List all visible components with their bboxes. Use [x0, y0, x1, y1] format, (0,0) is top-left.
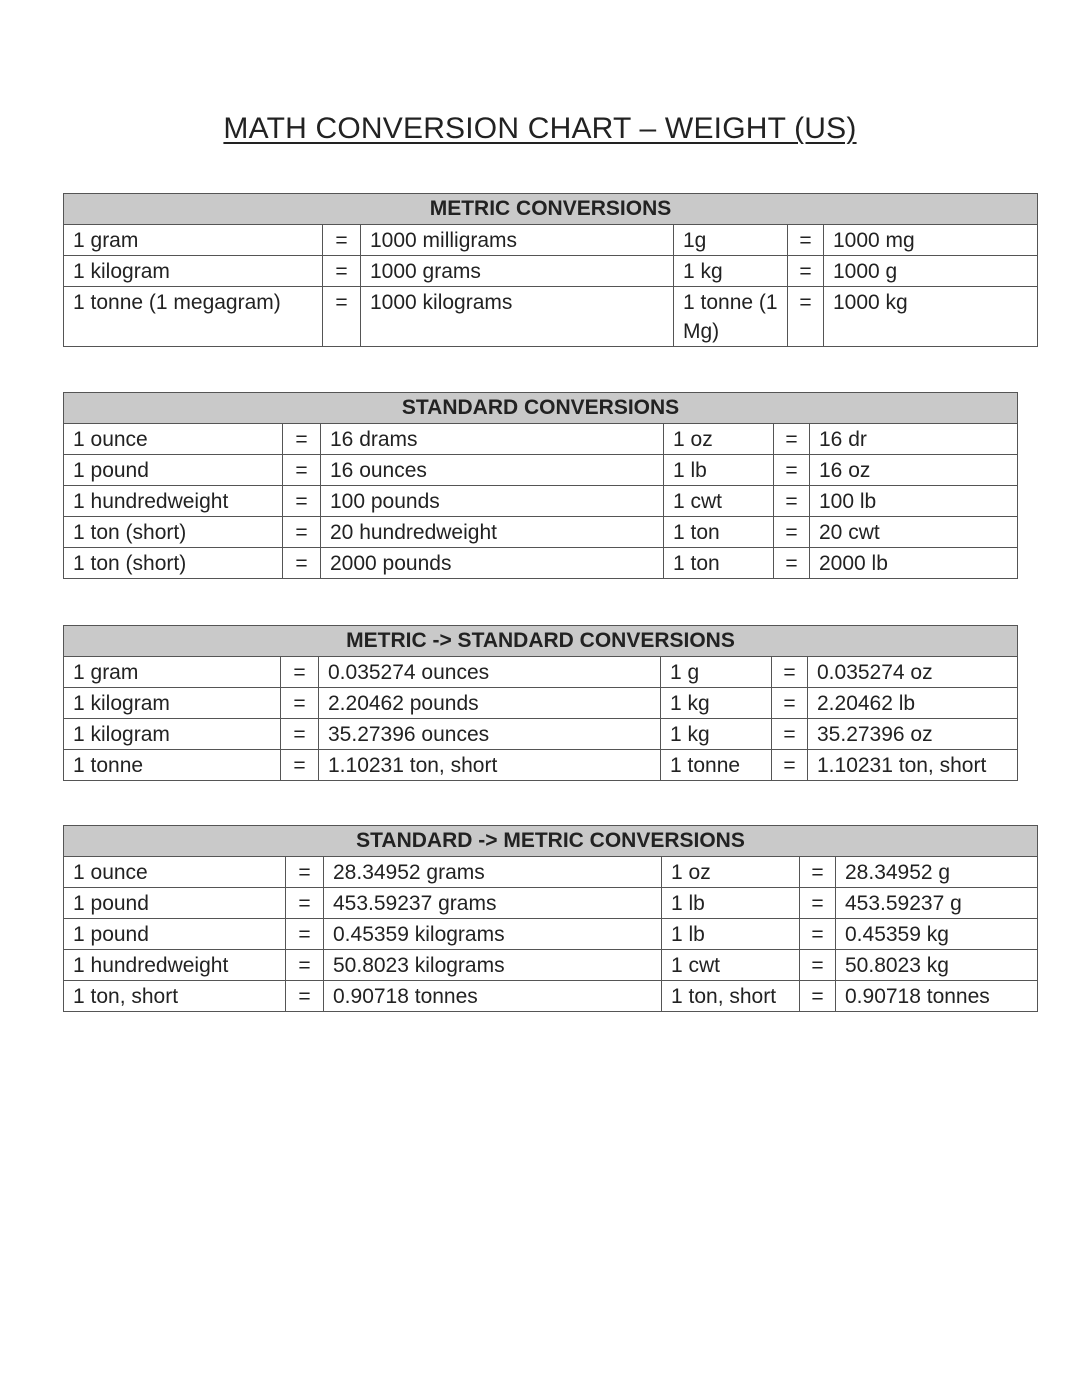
unit-name: 1 pound — [64, 455, 283, 486]
unit-abbrev: 1 tonne — [661, 750, 772, 781]
equals-sign: = — [281, 750, 319, 781]
equals-sign: = — [283, 486, 321, 517]
unit-name: 1 gram — [64, 225, 323, 256]
equals-sign: = — [774, 455, 810, 486]
table-heading: STANDARD CONVERSIONS — [64, 393, 1018, 424]
table-row — [64, 455, 1018, 486]
standard-conversions-table — [63, 392, 1018, 579]
equivalent-value: 20 hundredweight — [321, 517, 664, 548]
equals-sign: = — [788, 225, 824, 256]
equivalent-abbrev: 1000 kg — [824, 287, 1038, 347]
table-row — [64, 517, 1018, 548]
equals-sign: = — [286, 919, 324, 950]
equals-sign: = — [774, 486, 810, 517]
unit-name: 1 ton (short) — [64, 517, 283, 548]
equivalent-value: 1.10231 ton, short — [319, 750, 661, 781]
equivalent-value: 0.035274 ounces — [319, 657, 661, 688]
unit-name: 1 kilogram — [64, 719, 281, 750]
equals-sign: = — [800, 950, 836, 981]
table-row — [64, 688, 1018, 719]
equivalent-abbrev: 2000 lb — [810, 548, 1018, 579]
unit-name: 1 ton, short — [64, 981, 286, 1012]
equals-sign: = — [772, 657, 808, 688]
table-row — [64, 719, 1018, 750]
table-row — [64, 287, 1038, 347]
equivalent-abbrev: 35.27396 oz — [808, 719, 1018, 750]
table-row — [64, 486, 1018, 517]
equivalent-abbrev: 1000 mg — [824, 225, 1038, 256]
table-row — [64, 857, 1038, 888]
equals-sign: = — [323, 287, 361, 347]
unit-name: 1 gram — [64, 657, 281, 688]
equivalent-value: 1000 grams — [361, 256, 674, 287]
equals-sign: = — [788, 287, 824, 347]
table-row — [64, 888, 1038, 919]
unit-name: 1 kilogram — [64, 688, 281, 719]
unit-abbrev: 1 kg — [674, 256, 788, 287]
unit-abbrev: 1 oz — [662, 857, 800, 888]
unit-abbrev: 1 g — [661, 657, 772, 688]
unit-name: 1 ton (short) — [64, 548, 283, 579]
equals-sign: = — [772, 750, 808, 781]
equals-sign: = — [283, 548, 321, 579]
equivalent-value: 453.59237 grams — [324, 888, 662, 919]
equivalent-abbrev: 453.59237 g — [836, 888, 1038, 919]
equals-sign: = — [774, 424, 810, 455]
standard-to-metric-table — [63, 825, 1038, 1012]
equivalent-value: 2.20462 pounds — [319, 688, 661, 719]
equivalent-value: 2000 pounds — [321, 548, 664, 579]
table-row — [64, 256, 1038, 287]
equals-sign: = — [286, 981, 324, 1012]
equivalent-abbrev: 50.8023 kg — [836, 950, 1038, 981]
equivalent-value: 100 pounds — [321, 486, 664, 517]
equals-sign: = — [286, 857, 324, 888]
unit-name: 1 hundredweight — [64, 486, 283, 517]
unit-name: 1 hundredweight — [64, 950, 286, 981]
equivalent-abbrev: 2.20462 lb — [808, 688, 1018, 719]
equals-sign: = — [281, 719, 319, 750]
equals-sign: = — [800, 981, 836, 1012]
table-row — [64, 950, 1038, 981]
table-row — [64, 657, 1018, 688]
metric-conversions-table — [63, 193, 1038, 347]
equivalent-abbrev: 0.45359 kg — [836, 919, 1038, 950]
table-row — [64, 548, 1018, 579]
equivalent-value: 0.45359 kilograms — [324, 919, 662, 950]
unit-abbrev: 1 ton — [664, 517, 774, 548]
table-heading: STANDARD -> METRIC CONVERSIONS — [64, 826, 1038, 857]
equivalent-value: 35.27396 ounces — [319, 719, 661, 750]
equals-sign: = — [281, 688, 319, 719]
unit-abbrev: 1 cwt — [662, 950, 800, 981]
equals-sign: = — [800, 857, 836, 888]
unit-abbrev: 1 tonne (1 Mg) — [674, 287, 788, 347]
document-title: MATH CONVERSION CHART – WEIGHT (US) — [223, 112, 857, 145]
equivalent-value: 16 ounces — [321, 455, 664, 486]
equals-sign: = — [283, 517, 321, 548]
equivalent-value: 1000 milligrams — [361, 225, 674, 256]
unit-name: 1 tonne — [64, 750, 281, 781]
equals-sign: = — [283, 455, 321, 486]
unit-name: 1 kilogram — [64, 256, 323, 287]
table-row — [64, 750, 1018, 781]
equals-sign: = — [800, 919, 836, 950]
equals-sign: = — [774, 548, 810, 579]
equals-sign: = — [283, 424, 321, 455]
unit-abbrev: 1 oz — [664, 424, 774, 455]
equals-sign: = — [281, 657, 319, 688]
unit-name: 1 pound — [64, 888, 286, 919]
equivalent-value: 0.90718 tonnes — [324, 981, 662, 1012]
table-row — [64, 981, 1038, 1012]
unit-name: 1 pound — [64, 919, 286, 950]
equivalent-abbrev: 20 cwt — [810, 517, 1018, 548]
equals-sign: = — [286, 888, 324, 919]
unit-abbrev: 1 kg — [661, 719, 772, 750]
equals-sign: = — [772, 688, 808, 719]
equivalent-abbrev: 16 oz — [810, 455, 1018, 486]
equals-sign: = — [774, 517, 810, 548]
equivalent-abbrev: 1.10231 ton, short — [808, 750, 1018, 781]
equals-sign: = — [788, 256, 824, 287]
unit-abbrev: 1g — [674, 225, 788, 256]
unit-abbrev: 1 kg — [661, 688, 772, 719]
table-row — [64, 919, 1038, 950]
unit-name: 1 tonne (1 megagram) — [64, 287, 323, 347]
equivalent-value: 1000 kilograms — [361, 287, 674, 347]
unit-abbrev: 1 lb — [662, 888, 800, 919]
metric-to-standard-table — [63, 625, 1018, 781]
unit-abbrev: 1 lb — [662, 919, 800, 950]
equals-sign: = — [323, 225, 361, 256]
unit-abbrev: 1 lb — [664, 455, 774, 486]
unit-abbrev: 1 ton, short — [662, 981, 800, 1012]
unit-abbrev: 1 cwt — [664, 486, 774, 517]
equivalent-abbrev: 1000 g — [824, 256, 1038, 287]
equals-sign: = — [800, 888, 836, 919]
unit-abbrev: 1 ton — [664, 548, 774, 579]
unit-name: 1 ounce — [64, 424, 283, 455]
equals-sign: = — [323, 256, 361, 287]
table-heading: METRIC CONVERSIONS — [64, 194, 1038, 225]
equivalent-abbrev: 0.035274 oz — [808, 657, 1018, 688]
unit-name: 1 ounce — [64, 857, 286, 888]
table-row — [64, 225, 1038, 256]
equivalent-abbrev: 100 lb — [810, 486, 1018, 517]
equivalent-abbrev: 16 dr — [810, 424, 1018, 455]
table-heading: METRIC -> STANDARD CONVERSIONS — [64, 626, 1018, 657]
table-row — [64, 424, 1018, 455]
equals-sign: = — [286, 950, 324, 981]
equivalent-abbrev: 0.90718 tonnes — [836, 981, 1038, 1012]
equivalent-value: 50.8023 kilograms — [324, 950, 662, 981]
equivalent-value: 16 drams — [321, 424, 664, 455]
equivalent-abbrev: 28.34952 g — [836, 857, 1038, 888]
equivalent-value: 28.34952 grams — [324, 857, 662, 888]
equals-sign: = — [772, 719, 808, 750]
